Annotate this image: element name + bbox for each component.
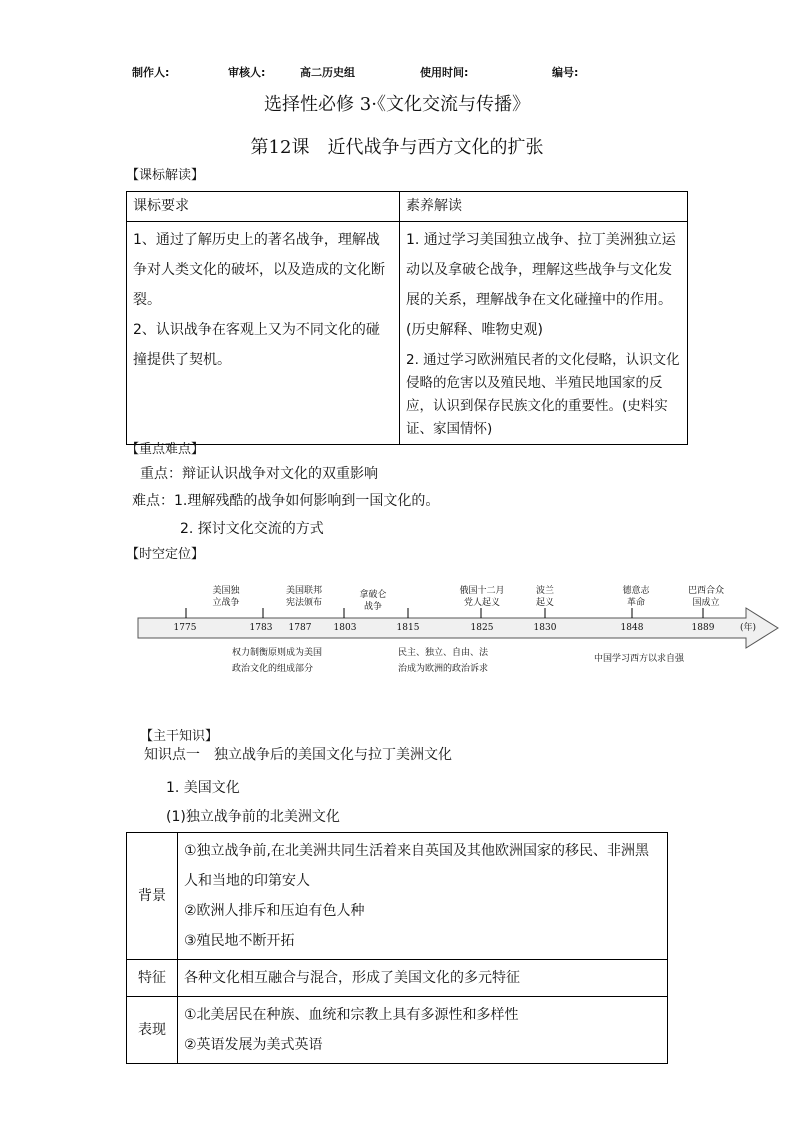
usetime-label: 使用时间: — [420, 66, 469, 79]
year-1889: 1889 — [691, 623, 715, 633]
col2-header: 素养解读 — [400, 192, 688, 222]
lesson-title: 第12课 近代战争与西方文化的扩张 — [250, 137, 544, 158]
number-label: 编号: — [552, 66, 579, 79]
lit-2: 2. 通过学习欧洲殖民者的文化侵略，认识文化侵略的危害以及殖民地、半殖民地国家的反应，认识到保存民族文化的重要性。(史料实证、家国情怀) — [406, 352, 680, 437]
year-1848: 1848 — [620, 623, 644, 633]
section-focus: 【重点难点】 — [126, 442, 205, 457]
event-us-constitution: 美国联邦 宪法颁布 — [285, 586, 322, 608]
show-item-1: ①北美居民在种族、血统和宗教上具有多源性和多样性 — [184, 1007, 519, 1023]
col2-body — [400, 222, 688, 445]
year-1775: 1775 — [173, 623, 197, 633]
req-2: 2、认识战争在客观上又为不同文化的碰撞提供了契机。 — [133, 322, 380, 368]
timeline-note-1: 权力制衡原则成为美国 政治文化的组成部分 — [232, 648, 323, 674]
event-us-independence: 美国独 立战争 — [212, 586, 240, 608]
timeline-note-3: 中国学习西方以求自强 — [594, 654, 685, 664]
bg-item-2: ②欧洲人排斥和压迫有色人种 — [184, 903, 365, 919]
req-1: 1、通过了解历史上的著名战争，理解战争对人类文化的破坏，以及造成的文化断裂。 — [133, 232, 385, 308]
curriculum-table — [126, 191, 688, 445]
year-1803: 1803 — [333, 623, 357, 633]
event-decembrist-revolt: 俄国十二月 党人起义 — [459, 586, 505, 608]
timeline-arrow — [138, 608, 778, 648]
event-brazil-republic: 巴西合众 国成立 — [687, 586, 724, 608]
feature-label: 特征 — [127, 960, 178, 997]
maker-label: 制作人: — [132, 66, 170, 79]
show-item-2: ②英语发展为美式英语 — [184, 1037, 323, 1053]
bg-label: 背景 — [127, 833, 178, 960]
year-1787: 1787 — [288, 623, 312, 633]
show-label: 表现 — [127, 997, 178, 1064]
reviewer-label: 审核人: — [228, 66, 266, 79]
subheading-us-culture: 1. 美国文化 — [166, 780, 240, 796]
knowledge-point-1: 知识点一 独立战争后的美国文化与拉丁美洲文化 — [144, 747, 452, 763]
group-label: 高二历史组 — [300, 66, 355, 79]
section-curriculum: 【课标解读】 — [126, 168, 205, 183]
bg-item-1: ①独立战争前,在北美洲共同生活着来自英国及其他欧洲国家的移民、非洲黑人和当地的印第安人 — [184, 843, 649, 889]
year-1783: 1783 — [249, 623, 273, 633]
difficult-point: 难点：1.理解残酷的战争如何影响到一国文化的。 — [132, 493, 440, 509]
event-napoleonic-wars: 拿破仑 战争 — [359, 590, 387, 612]
col1-body — [127, 222, 400, 445]
feature-cell: 各种文化相互融合与混合，形成了美国文化的多元特征 — [178, 960, 668, 997]
subheading-pre-independence: (1)独立战争前的北美洲文化 — [166, 809, 340, 825]
col1-header: 课标要求 — [127, 192, 400, 222]
lit-1: 1. 通过学习美国独立战争、拉丁美洲独立运动以及拿破仑战争，理解这些战争与文化发展的关系，理解战争在文化碰撞中的作用。(历史解释、唯物史观) — [406, 232, 676, 338]
year-1825: 1825 — [470, 623, 494, 633]
show-cell — [178, 997, 668, 1064]
year-1830: 1830 — [533, 623, 557, 633]
event-german-revolution: 德意志 革命 — [622, 586, 650, 608]
timeline-note-2: 民主、独立、自由、法 治成为欧洲的政治诉求 — [398, 648, 489, 674]
bg-cell — [178, 833, 668, 960]
event-polish-uprising: 波兰 起义 — [535, 586, 554, 608]
doc-title: 选择性必修 3·《文化交流与传播》 — [264, 94, 530, 115]
key-point: 重点：辩证认识战争对文化的双重影响 — [140, 466, 378, 482]
bg-item-3: ③殖民地不断开拓 — [184, 933, 295, 949]
year-unit: (年) — [739, 623, 757, 633]
north-america-table — [126, 832, 668, 1064]
year-1815: 1815 — [396, 623, 420, 633]
section-timeline: 【时空定位】 — [126, 547, 205, 562]
section-main: 【主干知识】 — [140, 729, 219, 744]
difficult-point-2: 2. 探讨文化交流的方式 — [180, 521, 324, 537]
